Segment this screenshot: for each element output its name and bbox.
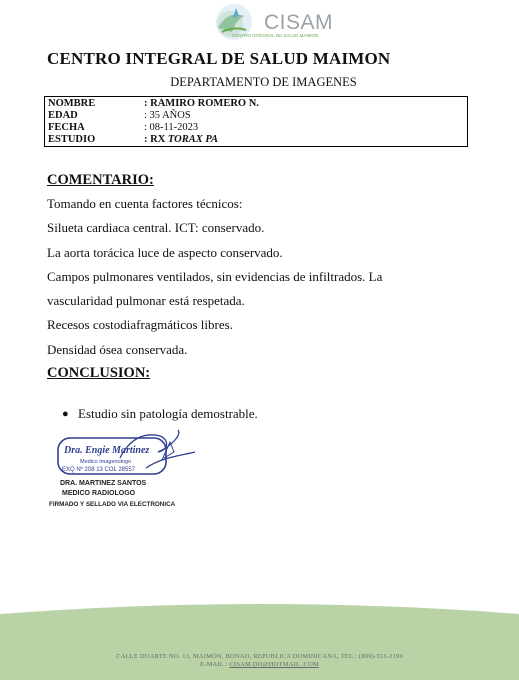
signature-stamp-icon	[50, 428, 200, 476]
comment-line: La aorta torácica luce de aspecto conservado.	[47, 244, 283, 260]
conclusion-heading: CONCLUSION:	[47, 365, 151, 381]
comment-line: Campos pulmonares ventilados, sin evidencias de infiltrados. La	[47, 268, 383, 284]
signer-name: DRA. MARTINEZ SANTOS	[60, 480, 147, 487]
patient-name: : RAMIRO ROMERO N.	[144, 98, 259, 109]
footer-address: CALLE DUARTE NO. 13, MAIMÓN, BONAO, REPUBLICA DOMINICANA, TEL.: (809)-551-2196	[116, 653, 403, 660]
department-title: DEPARTAMENTO DE IMAGENES	[170, 75, 357, 89]
patient-info-box	[44, 96, 468, 147]
stamp-role: Medico Imagenologo	[80, 459, 132, 465]
signer-title: MEDICO RADIOLOGO	[62, 490, 136, 497]
signed-note: FIRMADO Y SELLADO VIA ELECTRONICA	[49, 501, 176, 508]
info-key: NOMBRE	[48, 98, 96, 109]
info-key: EDAD	[48, 110, 78, 121]
info-row-age	[48, 110, 467, 122]
conclusion-list	[62, 406, 258, 422]
info-key: FECHA	[48, 122, 85, 133]
logo-text: CISAM	[264, 11, 334, 34]
footer-email-label: E-MAIL :	[200, 661, 230, 668]
comment-line: Densidad ósea conservada.	[47, 341, 188, 357]
study-date: : 08-11-2023	[144, 122, 199, 133]
logo-subtext: CENTRO INTEGRAL DE SALUD MAIMON	[232, 33, 319, 38]
comment-body	[47, 196, 487, 366]
comment-line: Silueta cardiaca central. ICT: conservado.	[47, 220, 265, 236]
comment-line: Tomando en cuenta factores técnicos:	[47, 196, 243, 211]
info-row-date	[48, 122, 467, 134]
signer-block	[60, 479, 146, 499]
footer-email-line	[0, 661, 519, 668]
info-key: ESTUDIO	[48, 134, 96, 145]
info-row-name	[48, 98, 467, 110]
list-item	[62, 406, 258, 422]
organization-title: CENTRO INTEGRAL DE SALUD MAIMON	[47, 49, 391, 68]
info-row-study	[48, 134, 467, 146]
bullet-icon: ●	[62, 408, 69, 420]
study-type	[144, 134, 218, 146]
stamp-name: Dra. Engie Martinez	[64, 445, 150, 456]
patient-age: : 35 AÑOS	[144, 110, 191, 121]
footer-email-link[interactable]: CISAM.DO@HOTMAIL .COM	[229, 661, 319, 668]
footer-wave-shape	[0, 600, 519, 680]
conclusion-item: Estudio sin patología demostrable.	[78, 406, 258, 421]
comment-heading: COMENTARIO:	[47, 172, 154, 188]
study-prefix: : RX	[144, 134, 168, 145]
study-name: TORAX PA	[167, 134, 219, 145]
comment-line: Recesos costodiafragmáticos libres.	[47, 317, 233, 333]
comment-line: vascularidad pulmonar está respetada.	[47, 293, 245, 309]
stamp-exq: EXQ Nº 208 13 COL 28557	[62, 467, 136, 473]
